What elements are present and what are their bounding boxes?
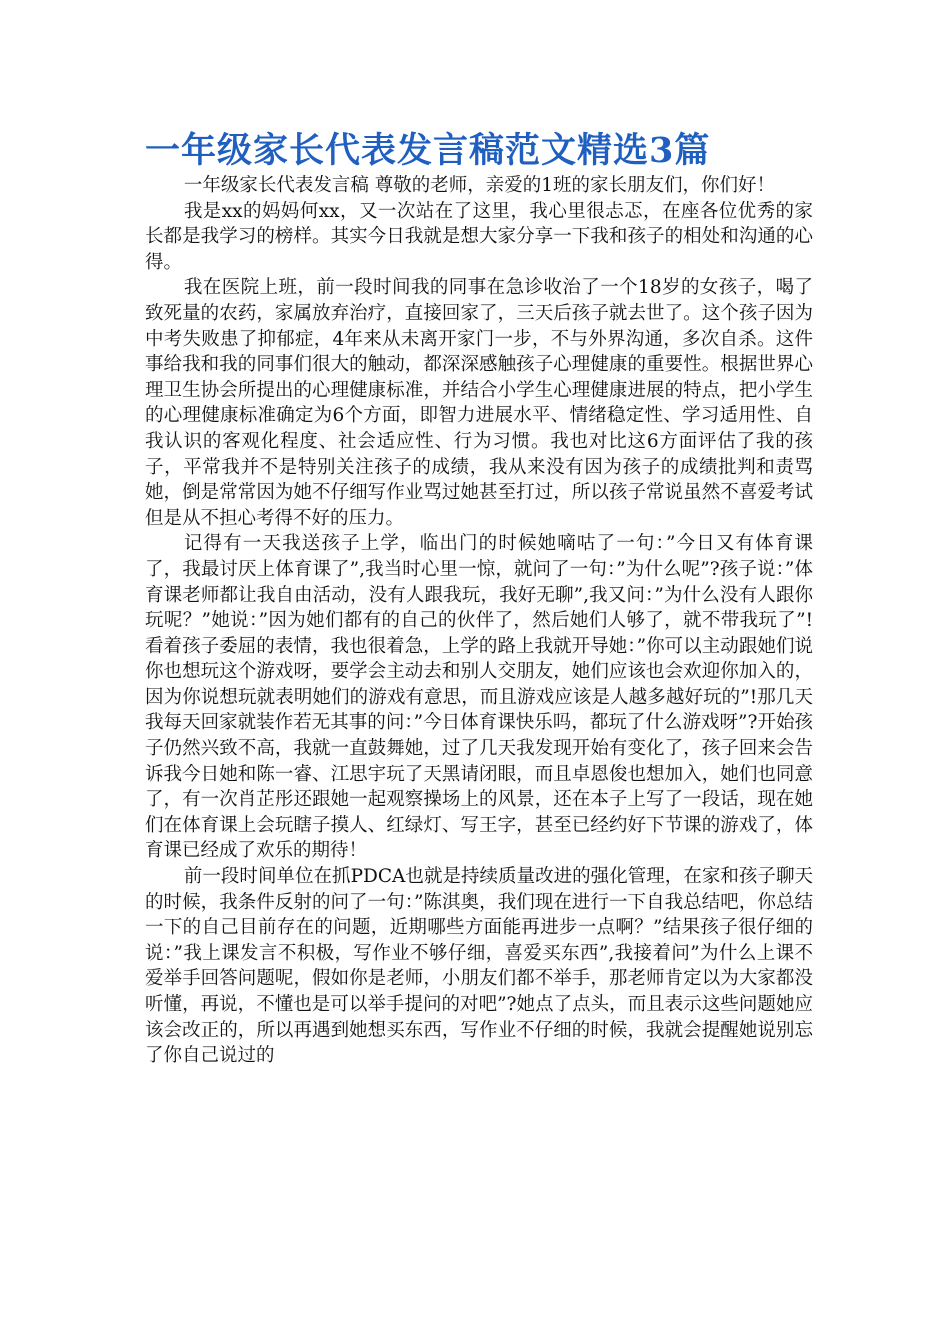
document-body — [145, 173, 813, 1069]
paragraph-introduction: 我是xx的妈妈何xx，又一次站在了这里，我心里很忐忑，在座各位优秀的家长都是我学习的榜样。其实今日我就是想大家分享一下我和孩子的相处和沟通的心得。 — [145, 200, 813, 273]
paragraph-hospital-story: 我在医院上班，前一段时间我的同事在急诊收治了一个18岁的女孩子，喝了致死量的农药，家属放弃治疗，直接回家了，三天后孩子就去世了。这个孩子因为中考失败患了抑郁症，4年来从未离开家门一步，不与外界沟通，多次自杀。这件事给我和我的同事们很大的触动，都深深感触孩子心理健康的重要性。根据世界心理卫生协会所提出的心理健康标准，并结合小学生心理健康进展的特点，把小学生的心理健康标准确定为6个方面，即智力进展水平、情绪稳定性、学习适用性、自我认识的客观化程度、社会适应性、行为习惯。我也对比这6方面评估了我的孩子，平常我并不是特别关注孩子的成绩，我从来没有因为孩子的成绩批判和责骂她，倒是常常因为她不仔细写作业骂过她甚至打过，所以孩子常说虽然不喜爱考试但是从不担心考得不好的压力。 — [145, 277, 813, 529]
paragraph-pe-class-story: 记得有一天我送孩子上学，临出门的时候她嘀咕了一句：”今日又有体育课了，我最讨厌上体育课了”,我当时心里一惊，就问了一句：”为什么呢”?孩子说：”体育课老师都让我自由活动，没有人跟我玩，我好无聊”,我又问：”为什么没有人跟你玩呢？”她说：”因为她们都有的自己的伙伴了，然后她们人够了，就不带我玩了”!看着孩子委屈的表情，我也很着急，上学的路上我就开导她：”你可以主动跟她们说你也想玩这个游戏呀，要学会主动去和别人交朋友，她们应该也会欢迎你加入的，因为你说想玩就表明她们的游戏有意思，而且游戏应该是人越多越好玩的”!那几天我每天回家就装作若无其事的问：”今日体育课快乐吗，都玩了什么游戏呀”?开始孩子仍然兴致不高，我就一直鼓舞她，过了几天我发现开始有变化了，孩子回来会告诉我今日她和陈一睿、江思宇玩了天黑请闭眼，而且卓恩俊也想加入，她们也同意了，有一次肖芷彤还跟她一起观察操场上的风景，还在本子上写了一段话，现在她们在体育课上会玩瞎子摸人、红绿灯、写王字，甚至已经约好下节课的游戏了，体育课已经成了欢乐的期待！ — [145, 533, 813, 862]
paragraph-greeting: 一年级家长代表发言稿 尊敬的老师，亲爱的1班的家长朋友们，你们好！ — [183, 175, 775, 196]
paragraph-pdca-story: 前一段时间单位在抓PDCA也就是持续质量改进的强化管理，在家和孩子聊天的时候，我条件反射的问了一句：”陈淇奥，我们现在进行一下自我总结吧，你总结一下的自己目前存在的问题，近期哪些方面能再进步一点啊？”结果孩子很仔细的说：”我上课发言不积极，写作业不够仔细，喜爱买东西”,我接着问”为什么上课不爱举手回答问题呢，假如你是老师，小朋友们都不举手，那老师肯定以为大家都没听懂，再说，不懂也是可以举手提问的对吧”?她点了点头，而且表示这些问题她应该会改正的，所以再遇到她想买东西，写作业不仔细的时候，我就会提醒她说别忘了你自己说过的 — [145, 866, 813, 1067]
document-title: 一年级家长代表发言稿范文精选3篇 — [145, 130, 711, 171]
